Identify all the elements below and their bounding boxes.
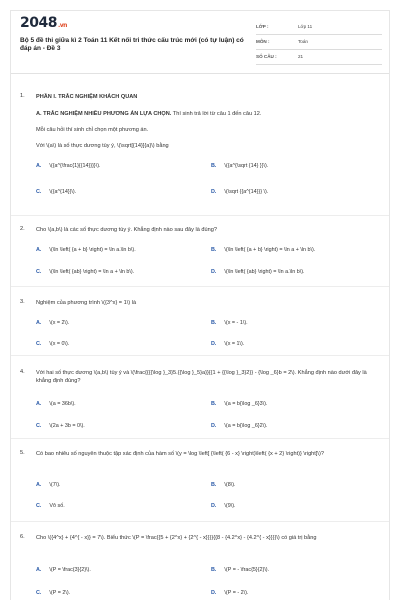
exam-meta [256, 21, 382, 66]
option-b[interactable]: B. \({a^{\sqrt {14} }}\). [211, 163, 269, 169]
question-number: 6. [20, 534, 25, 540]
option-a[interactable]: A. \(7\). [36, 482, 61, 488]
option-a[interactable]: A. \(a = 36b\). [36, 401, 76, 407]
question-list [11, 79, 389, 612]
option-d[interactable]: D. \(\sqrt {{a^{14}}} \). [211, 189, 269, 195]
option-a[interactable]: A. \({a^{\frac{1}{{14}}}}\). [36, 163, 101, 169]
header [11, 11, 391, 67]
question-4 [11, 356, 389, 439]
question-number: 2. [20, 226, 25, 232]
option-d[interactable]: D. \(\ln \left( {ab} \right) = \ln a.\ln b\). [211, 269, 305, 275]
question-stem: Có bao nhiêu số nguyên thuộc tập xác định của hàm số \(y = \log \left[ {\left( {6 - x} \right)\left( {x + 2} \right)} \right]\)? [36, 451, 324, 457]
option-c[interactable]: C. \(x = 0\). [36, 341, 70, 347]
option-c[interactable]: C. \(2a + 3b = 0\). [36, 423, 85, 429]
option-a[interactable]: A. \(P = \frac{3}{2}\). [36, 567, 91, 573]
question-number: 4. [20, 369, 25, 375]
meta-question-count: SỐ CÂU : 21 [256, 51, 382, 65]
question-stem: Với \(a\) là số thực dương tùy ý, \(\sqrt[{14}]{a}\) bằng [36, 143, 169, 149]
option-c[interactable]: C. Vô số. [36, 503, 65, 509]
option-d[interactable]: D. \(P = - 2\). [211, 590, 249, 596]
section-heading: A. TRẮC NGHIỆM NHIỀU PHƯƠNG ÁN LỰA CHỌN. Thí sinh trả lời từ câu 1 đến câu 12. [36, 111, 262, 117]
question-6 [11, 522, 389, 612]
site-logo[interactable]: 2048.vn [20, 15, 67, 31]
option-a[interactable]: A. \(\ln \left( {a + b} \right) = \ln a.\ln b\). [36, 247, 136, 253]
part-heading: PHẦN I. TRẮC NGHIỆM KHÁCH QUAN [36, 94, 138, 100]
option-b[interactable]: B. \(a = b{\log _6}3\). [211, 401, 268, 407]
option-b[interactable]: B. \(P = - \frac{5}{2}\). [211, 567, 270, 573]
option-c[interactable]: C. \(P = 2\). [36, 590, 71, 596]
meta-subject: MÔN : Toán [256, 36, 382, 50]
question-2 [11, 216, 389, 287]
question-5 [11, 439, 389, 522]
question-1 [11, 79, 389, 216]
question-stem: Với hai số thực dương \(a,b\) tùy ý và \(\frac{{{{\log }_3}5.{{\log }_5}a}}{{1 + {{\log }_3}2}} - {\log _6}b = 2\). Khẳng định nào dưới đây là khẳng định đúng? [36, 370, 367, 384]
option-b[interactable]: B. \(\ln \left( {a + b} \right) = \ln a + \ln b\). [211, 247, 316, 253]
meta-class: LỚP : Lớp 11 [256, 21, 382, 35]
instruction-text: Mỗi câu hỏi thí sinh chỉ chọn một phương án. [36, 127, 149, 133]
option-b[interactable]: B. \(x = - 1\). [211, 320, 248, 326]
option-c[interactable]: C. \({a^{14}}\). [36, 189, 77, 195]
exam-title: Bộ 5 đề thi giữa kì 2 Toán 11 Kết nối tri thức cấu trúc mới (có tự luận) có đáp án - Đề 3 [20, 37, 244, 52]
question-number: 1. [20, 93, 25, 99]
question-number: 5. [20, 450, 25, 456]
question-stem: Cho \(a,b\) là các số thực dương tùy ý. Khẳng định nào sau đây là đúng? [36, 227, 217, 233]
option-b[interactable]: B. \(8\). [211, 482, 236, 488]
question-3 [11, 287, 389, 356]
option-d[interactable]: D. \(9\). [211, 503, 236, 509]
question-number: 3. [20, 299, 25, 305]
question-stem: Cho \({4^x} + {4^{ - x}} = 7\). Biểu thức \(P = \frac{{5 + {2^x} + {2^{ - x}}}}{{8 - {4.2^x} - {4.2^{ - x}}}}\) có giá trị bằng [36, 535, 317, 541]
exam-sheet [10, 10, 390, 600]
option-d[interactable]: D. \(a = b{\log _6}2\). [211, 423, 268, 429]
option-d[interactable]: D. \(x = 1\). [211, 341, 245, 347]
option-a[interactable]: A. \(x = 2\). [36, 320, 70, 326]
question-stem: Nghiệm của phương trình \({3^x} = 1\) là [36, 300, 137, 306]
option-c[interactable]: C. \(\ln \left( {ab} \right) = \ln a + \ln b\). [36, 269, 135, 275]
header-divider [11, 73, 389, 74]
